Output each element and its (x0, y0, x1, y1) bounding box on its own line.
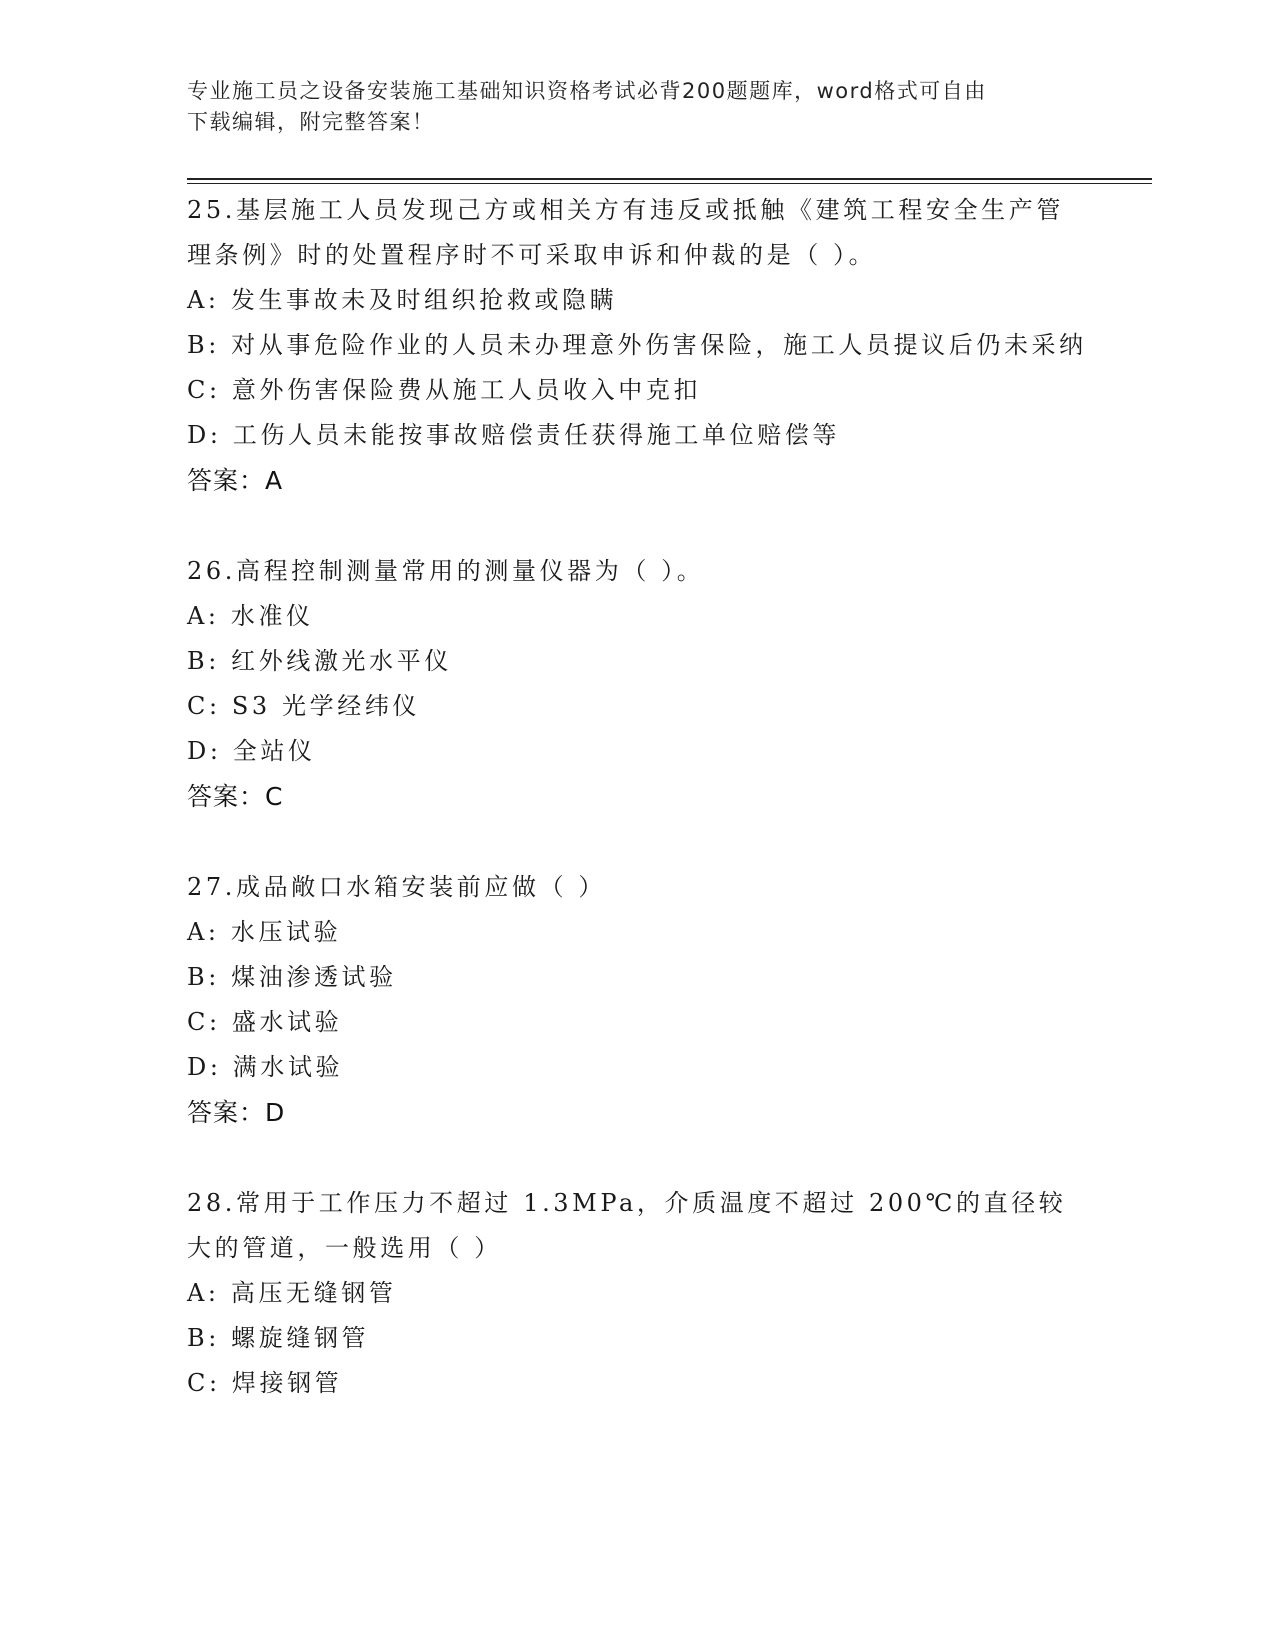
answer: 答案：C (187, 782, 284, 811)
question-stem: 26.高程控制测量常用的测量仪器为（ ）。 (187, 557, 705, 585)
option-d: D: 满水试验 (187, 1053, 344, 1081)
answer: 答案：D (187, 1098, 286, 1127)
option-a: A: 高压无缝钢管 (187, 1279, 397, 1307)
question-list (187, 188, 1087, 1452)
option-c: C: 焊接钢管 (187, 1369, 343, 1397)
option-b: B: 螺旋缝钢管 (187, 1324, 370, 1352)
header-divider-thin (187, 183, 1152, 184)
option-a: A: 水压试验 (187, 918, 342, 946)
option-c: C: S3 光学经纬仪 (187, 692, 421, 720)
option-a: A: 发生事故未及时组织抢救或隐瞒 (187, 286, 618, 314)
answer: 答案：A (187, 466, 284, 495)
question-stem: 25.基层施工人员发现己方或相关方有违反或抵触《建筑工程安全生产管理条例》时的处置程序时不可采取申诉和仲裁的是（ ）。 (187, 196, 1064, 269)
option-c: C: 意外伤害保险费从施工人员收入中克扣 (187, 376, 702, 404)
question-27 (187, 865, 1087, 1135)
option-b: B: 煤油渗透试验 (187, 963, 397, 991)
option-b: B: 红外线激光水平仪 (187, 647, 452, 675)
option-c: C: 盛水试验 (187, 1008, 343, 1036)
document-header (187, 76, 1067, 138)
question-25 (187, 188, 1087, 503)
option-b: B: 对从事危险作业的人员未办理意外伤害保险，施工人员提议后仍未采纳 (187, 331, 1087, 359)
option-d: D: 工伤人员未能按事故赔偿责任获得施工单位赔偿等 (187, 421, 840, 449)
question-26 (187, 549, 1087, 819)
header-divider-thick (187, 178, 1152, 180)
header-title-line-1: 专业施工员之设备安装施工基础知识资格考试必背200题题库，word格式可自由 (187, 79, 987, 103)
question-stem: 28.常用于工作压力不超过 1.3MPa，介质温度不超过 200℃的直径较大的管道，一般选用（ ） (187, 1189, 1067, 1262)
question-28 (187, 1181, 1087, 1406)
header-title-line-2: 下载编辑，附完整答案！ (187, 110, 435, 134)
option-d: D: 全站仪 (187, 737, 316, 765)
question-stem: 27.成品敞口水箱安装前应做（ ） (187, 873, 606, 901)
option-a: A: 水准仪 (187, 602, 314, 630)
